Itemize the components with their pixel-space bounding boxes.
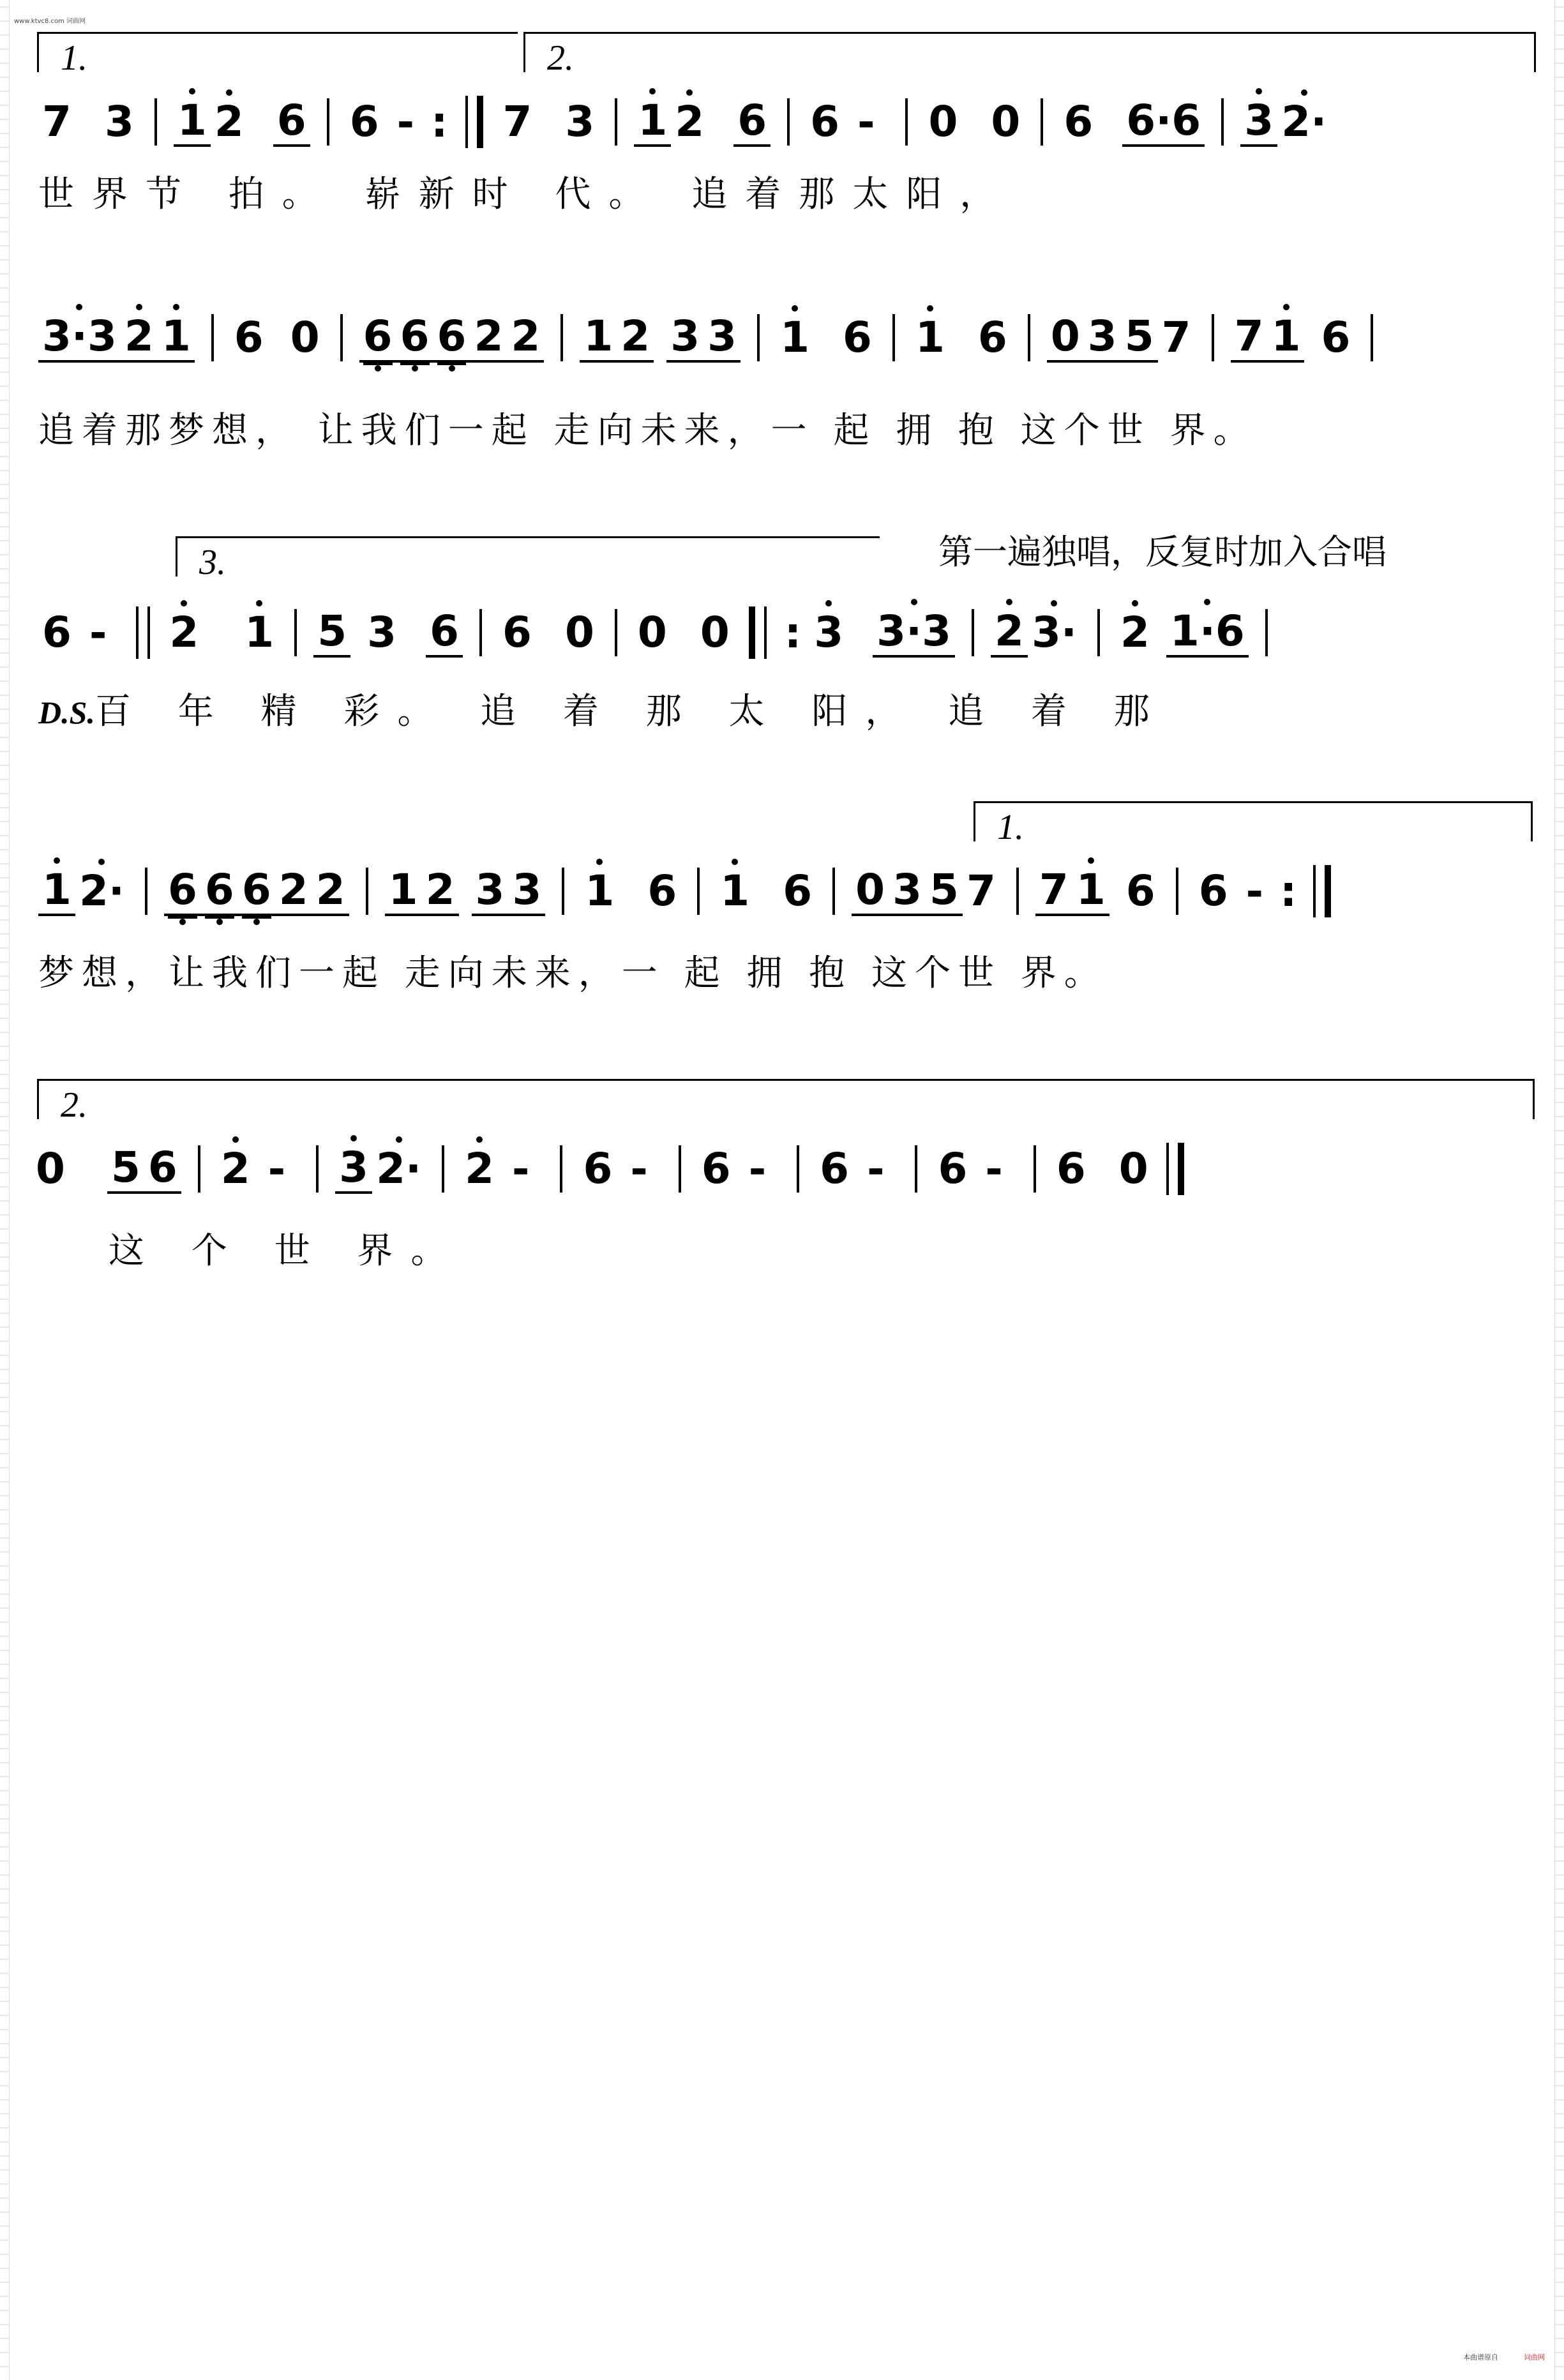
repeat-dots: : [784, 608, 802, 658]
dash: - [267, 1144, 286, 1194]
dash: - [512, 1144, 530, 1194]
note: 2 [991, 608, 1028, 658]
note: 2 [211, 98, 248, 146]
left-decorative-border [0, 0, 10, 2380]
note: 2 [671, 98, 708, 146]
note: 6 [164, 866, 201, 916]
barline [1265, 609, 1268, 656]
note: 1 [1268, 313, 1305, 363]
barline [1016, 868, 1019, 915]
ending-bracket-5: 2. [37, 1079, 1535, 1119]
note: 7 [1161, 313, 1191, 362]
note: 6 [583, 1144, 613, 1193]
note: 6 [820, 1144, 850, 1193]
note: 1 [580, 313, 617, 363]
note: 6 [1321, 313, 1351, 362]
note: 2 [617, 313, 654, 363]
note: 6 [238, 866, 275, 916]
barline [560, 314, 563, 361]
note: 6 [433, 313, 470, 363]
barline [757, 314, 760, 361]
note: 3·3 [873, 608, 955, 658]
note: 1·6 [1166, 608, 1249, 658]
note: 2· [75, 868, 128, 915]
barline [1221, 98, 1224, 146]
dash: - [985, 1144, 1003, 1194]
note: 1 [241, 609, 278, 656]
notes-row [32, 1143, 1538, 1195]
note: 3· [1028, 609, 1081, 656]
barline [145, 868, 147, 915]
note: 1 [581, 868, 618, 915]
note: 1 [912, 314, 949, 361]
note: 2 [312, 866, 349, 916]
note: 5 [1121, 313, 1158, 363]
note: 0 [564, 608, 594, 657]
dash: - [1245, 866, 1264, 916]
note: 3 [565, 97, 595, 146]
dash: - [89, 608, 107, 658]
repeat-dots: : [1280, 866, 1297, 916]
dash: - [857, 97, 875, 147]
dash: - [396, 97, 415, 147]
ending-bracket-4: 1. [974, 801, 1533, 841]
note: 2 [422, 866, 459, 916]
note: 5 [313, 608, 350, 658]
note: 6 [201, 866, 238, 916]
notes-row [38, 96, 1538, 148]
note: 6·6 [1122, 97, 1205, 147]
barline [797, 1145, 799, 1193]
ending-bracket-2: 2. [523, 32, 1536, 72]
note: 2 [121, 313, 158, 363]
note: 0 [700, 608, 730, 657]
barline [679, 1145, 681, 1193]
barline [615, 98, 617, 146]
note: 1 [1072, 866, 1109, 916]
note: 1 [634, 97, 671, 147]
note: 3 [508, 866, 545, 916]
note: 5 [926, 866, 963, 916]
notes-row [38, 865, 1538, 917]
note: 6 [426, 608, 463, 658]
note: 6 [349, 97, 379, 146]
barline [832, 868, 835, 915]
note: 0 [991, 97, 1021, 146]
lyrics-row: 追着那梦想， 让我们一起 走向未来，一 起 拥 抱 这个世 界。 [38, 410, 1257, 451]
note: 1 [716, 868, 753, 915]
barline [615, 609, 617, 656]
note: 6 [1064, 97, 1094, 146]
note: 7 [502, 97, 532, 146]
barline [294, 609, 297, 656]
ds-marking: D.S. [38, 695, 95, 730]
note: 6 [938, 1144, 968, 1193]
note: 2 [470, 313, 507, 363]
note: 6 [701, 1144, 731, 1193]
barline [915, 1145, 917, 1193]
note: 0 [1047, 313, 1084, 363]
barline [1028, 314, 1030, 361]
dash: - [748, 1144, 767, 1194]
barline [479, 609, 482, 656]
note: 2· [372, 1145, 425, 1193]
note: 2 [461, 1145, 498, 1193]
note: 1 [776, 314, 813, 361]
note: 6 [359, 313, 396, 363]
note: 3 [104, 97, 134, 146]
note: 1 [158, 313, 195, 363]
barline [787, 98, 790, 146]
dash: - [630, 1144, 648, 1194]
note: 7 [1231, 313, 1268, 363]
note: 6 [647, 866, 677, 915]
barline [1041, 98, 1043, 146]
note: 0 [36, 1144, 65, 1193]
barline [1097, 609, 1100, 656]
note: 7 [42, 97, 71, 146]
note: 2 [275, 866, 312, 916]
note: 3 [1084, 313, 1121, 363]
note: 3 [367, 608, 397, 657]
lyrics-row: 这 个 世 界。 [109, 1230, 465, 1272]
site-header: www.ktvc8.com 词曲网 [14, 18, 86, 25]
note: 3 [335, 1144, 372, 1194]
barline [154, 98, 157, 146]
lyrics-row: 梦想，让我们一起 走向未来，一 起 拥 抱 这个世 界。 [38, 953, 1108, 994]
barline [316, 1145, 319, 1193]
note: 2 [1117, 609, 1154, 656]
note: 6 [783, 866, 813, 915]
barline [366, 868, 368, 915]
note: 6 [42, 608, 71, 657]
repeat-dots: : [431, 97, 448, 147]
note: 7 [1035, 866, 1072, 916]
note: 6 [733, 97, 771, 147]
lyrics-row: D.S.百 年 精 彩。 追 着 那 太 阳， 追 着 那 [38, 691, 1168, 732]
right-decorative-border [1554, 0, 1564, 2380]
note: 0 [290, 313, 320, 362]
repeat-end-barline [1313, 865, 1331, 917]
barline [1371, 314, 1373, 361]
note: 6 [1056, 1144, 1086, 1193]
barline [1212, 314, 1214, 361]
notes-row [38, 606, 1538, 659]
note: 6 [273, 97, 310, 147]
barline [1034, 1145, 1036, 1193]
notes-row [38, 313, 1538, 363]
note: 3 [666, 313, 703, 363]
note: 3 [1240, 97, 1277, 147]
note: 1 [38, 866, 75, 916]
note: 6 [843, 313, 872, 362]
barline [892, 314, 895, 361]
note: 6 [396, 313, 433, 363]
note: 0 [852, 866, 889, 916]
note: 0 [1118, 1144, 1148, 1193]
note: 2 [217, 1145, 254, 1193]
barline [198, 1145, 200, 1193]
note: 3 [703, 313, 741, 363]
note: 6 [810, 97, 840, 146]
note: 3·3 [38, 313, 121, 363]
barline [1176, 868, 1178, 915]
performance-annotation: 第一遍独唱，反复时加入合唱 [938, 533, 1387, 571]
note: 6 [977, 313, 1007, 362]
barline [211, 314, 214, 361]
note: 6 [1198, 866, 1228, 915]
note: 2 [507, 313, 544, 363]
note: 6 [144, 1144, 181, 1194]
note: 6 [502, 608, 532, 657]
note: 5 [107, 1144, 144, 1194]
double-barline [136, 606, 150, 659]
note: 1 [174, 97, 211, 147]
note: 3 [472, 866, 509, 916]
note: 7 [966, 866, 996, 915]
repeat-end-barline [465, 96, 483, 148]
barline [972, 609, 974, 656]
note: 1 [385, 866, 422, 916]
note: 2 [165, 609, 202, 656]
ending-bracket-1: 1. [37, 32, 518, 72]
note: 6 [1125, 866, 1155, 915]
barline [327, 98, 329, 146]
ending-bracket-3: 3. [176, 536, 880, 576]
repeat-start-barline [749, 606, 767, 659]
lyrics-row: 世界节 拍。 崭新时 代。 追着那太阳， [38, 174, 1014, 215]
note: 3 [810, 609, 847, 656]
site-footer: 本曲谱原自 词曲网 [1463, 2353, 1545, 2361]
barline [562, 868, 564, 915]
barline [905, 98, 908, 146]
note: 0 [637, 608, 667, 657]
note: 3 [889, 866, 926, 916]
note: 2· [1277, 98, 1330, 146]
dash: - [867, 1144, 885, 1194]
barline [340, 314, 343, 361]
barline [697, 868, 700, 915]
final-barline [1166, 1143, 1184, 1195]
barline [442, 1145, 444, 1193]
note: 0 [928, 97, 958, 146]
barline [560, 1145, 562, 1193]
note: 6 [234, 313, 264, 362]
